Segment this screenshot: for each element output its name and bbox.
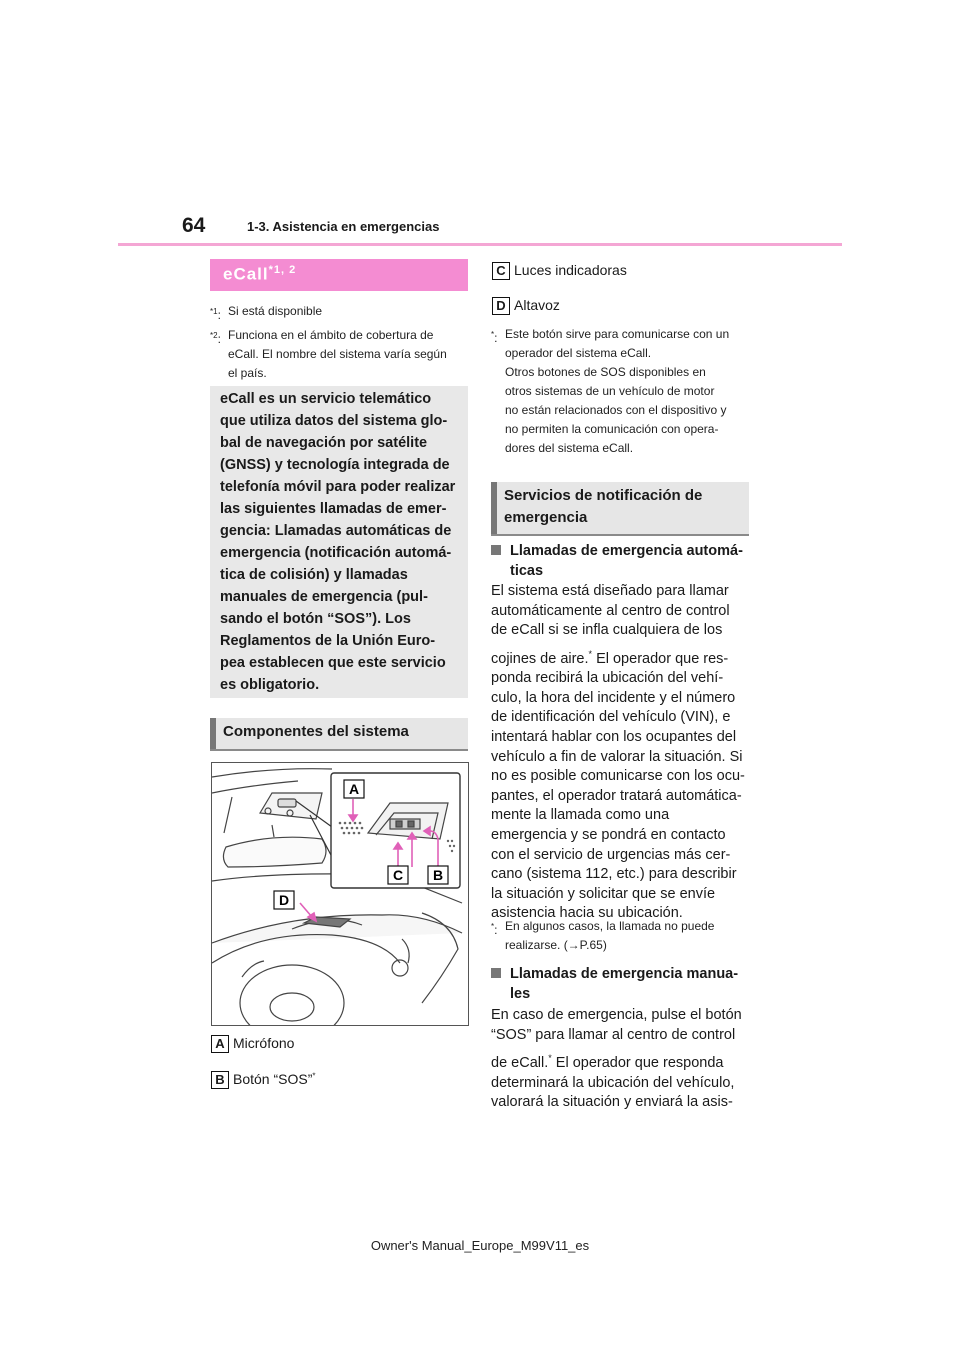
callout-b [428,866,448,884]
footnote-2: $^{*2}$: Funciona en el ámbito de cobertura de eCall. El nombre del sistema varía según el país. [210,328,447,380]
callout-c [388,866,408,884]
legend-badge-c: C [492,262,510,280]
components-illustration [211,762,469,1026]
bullet-square-icon [491,545,501,555]
page-number: 64 [182,214,206,237]
intro-text: eCall es un servicio telemático que utiliza datos del sistema glo- bal de navegación por satélite (GNSS) y tecnología integrada de telefonía móvil para poder realizar las siguientes llamadas de emer- gencia: Llamadas automáticas de emergencia (notificación automá- tica de colisión) y llamadas manuales de emergencia (pul- sando el botón “SOS”). Los Reglamentos de la Unión Euro- pea establecen que este servicio es obligatorio. [220,391,456,693]
components-heading: Componentes del sistema [210,718,468,751]
ecall-title-sup: *1, 2 [268,264,297,276]
legend-badge-a: A [211,1035,229,1053]
svg-text:C: C [392,867,404,883]
callout-d [274,891,294,909]
bullet-square-icon [491,968,501,978]
page-reference-link: realizarse. (→P.65) [505,938,607,952]
ecall-title: eCall$^{*1, 2}$ [223,264,297,284]
legend-badge-b: B [211,1071,229,1089]
legend-item-c: C Luces indicadoras [492,262,742,282]
footnote-1: $^{*1}$: Si está disponible [210,304,323,322]
manual-calls-heading: Llamadas de emergencia manua- les [491,964,753,1004]
footnote-1-text: Si está disponible [228,304,323,318]
manual-calls-body: En caso de emergencia, pulse el botón “SOS” para llamar al centro de control de eCall.* El operador que responda determinará la ubicación del vehículo, valorará la situación y enviará la asis- [491,1007,742,1111]
sos-button-note: *: Este botón sirve para comunicarse con un operador del sistema eCall. Otros botones de SOS disponibles en otros sistemas de un vehículo de motor no están relacionados con el dispositivo y no permiten la comunicación con opera- dores del sistema eCall. [491,327,730,455]
section-title: 1-3. Asistencia en emergencias [247,219,440,234]
svg-text:A: A [348,781,360,797]
legend-item-a: A Micrófono [211,1035,461,1055]
legend-item-d: D Altavoz [492,297,742,317]
auto-calls-heading: Llamadas de emergencia automá- ticas [491,541,753,581]
svg-text:B: B [432,867,444,883]
intro-box [210,386,468,698]
svg-text:D: D [278,892,290,908]
auto-calls-note: *: En algunos casos, la llamada no puede realizarse. (→P.65) [491,917,753,957]
auto-calls-body: El sistema está diseñado para llamar automáticamente al centro de control de eCall si se infla cualquiera de los cojines de aire.* El operador que res- ponda recibirá la ubicación del vehí- culo, la hora del incidente y el número de identificación del vehículo (VIN), e intentará hablar con los ocupantes del vehículo a fin de valorar la situación. Si no es posible comunicarse con los ocu- pantes, el operador tratará automática- mente la llamada como una emergencia y se pondrá en contacto con el servicio de urgencias más cer- cano (sistema 112, etc.) para describir la situación y solicitar que se envíe asistencia hacia su ubicación. [491,583,745,922]
cabin-drawing [212,763,468,1025]
footer-text: Owner's Manual_Europe_M99V11_es [370,1238,590,1253]
legend-badge-d: D [492,297,510,315]
callout-a [344,780,364,798]
legend-item-b: B Botón “SOS”* [211,1071,461,1091]
notification-services-heading: Servicios de notificación de emergencia [491,482,749,536]
ecall-title-banner [210,259,468,291]
header-rule [118,243,842,246]
